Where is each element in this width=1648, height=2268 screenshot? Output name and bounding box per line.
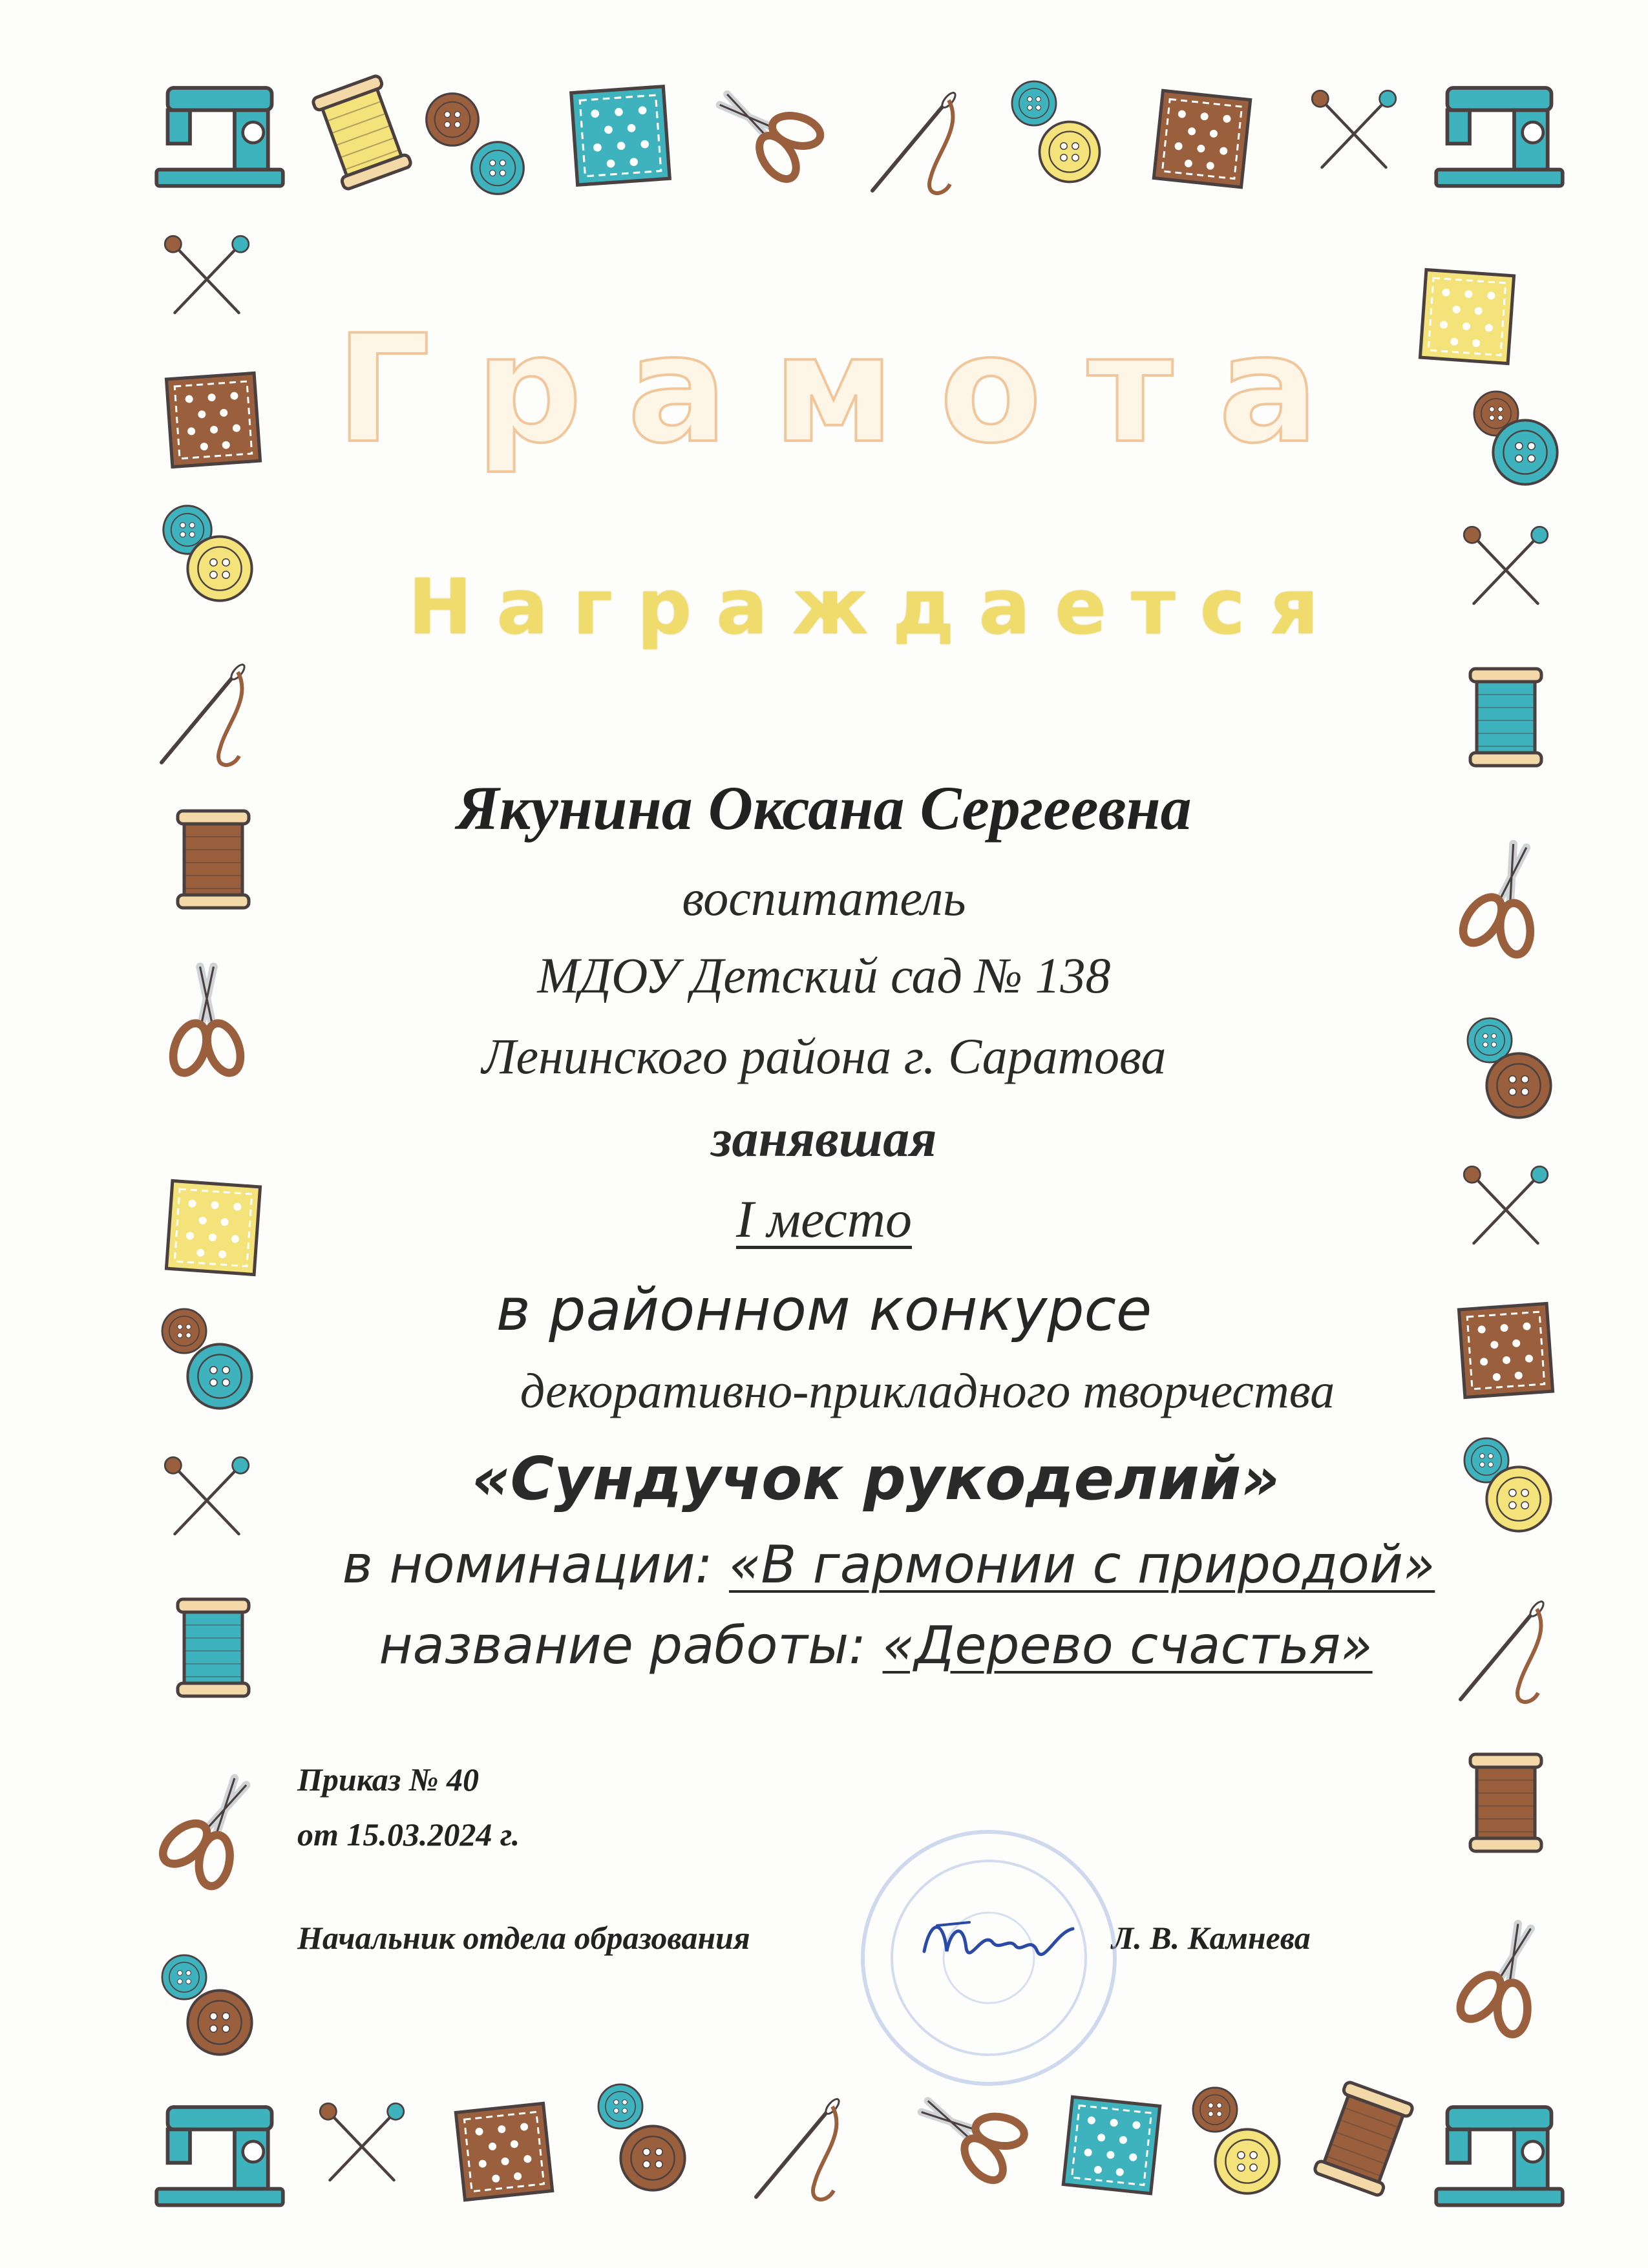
- sewing-machine-icon: [156, 88, 283, 186]
- place-line: [0, 1189, 1648, 1250]
- fabric-patch-icon: [1063, 2097, 1159, 2193]
- organization-line-1: МДОУ Детский сад № 138: [537, 947, 1111, 1003]
- button-icon: [1193, 2088, 1237, 2132]
- button-icon: [598, 2084, 642, 2128]
- button-icon: [1012, 81, 1056, 125]
- organization-line-2: Ленинского района г. Саратова: [481, 1028, 1167, 1084]
- fabric-patch-icon: [571, 87, 670, 185]
- contest-line-1: в районном конкурсе: [496, 1276, 1152, 1344]
- button-icon: [427, 94, 479, 146]
- order-date: от 15.03.2024 г.: [297, 1816, 520, 1853]
- button-icon: [620, 2126, 684, 2190]
- button-icon: [472, 142, 524, 194]
- button-icon: [187, 1990, 251, 2054]
- nomination-line: [0, 1535, 1648, 1595]
- work-line: [0, 1615, 1648, 1675]
- sewing-machine-icon: [156, 2107, 283, 2205]
- work-value: «Дерево счастья»: [882, 1615, 1373, 1675]
- button-icon: [1215, 2129, 1279, 2193]
- nomination-label: в номинации:: [342, 1535, 713, 1595]
- pins-icon: [165, 236, 249, 313]
- spool-icon: [1470, 669, 1541, 766]
- place-value: I место: [735, 1190, 913, 1248]
- recipient-name: Якунина Оксана Сергеевна: [456, 773, 1192, 843]
- spool-icon: [1314, 2081, 1414, 2197]
- needle-thread-icon: [162, 662, 247, 765]
- taken-label: занявшая: [711, 1109, 937, 1168]
- contest-line-2: декоративно-прикладного творчества: [520, 1364, 1335, 1418]
- order-number: Приказ № 40: [297, 1761, 480, 1798]
- button-icon: [162, 1955, 206, 1999]
- needle-thread-icon: [872, 90, 958, 193]
- contest-name: «Сундучок рукоделий»: [471, 1444, 1280, 1513]
- fabric-patch-icon: [456, 2103, 552, 2200]
- recipient-position: воспитатель: [682, 870, 966, 926]
- needle-thread-icon: [756, 2097, 841, 2200]
- scissors-icon: [1449, 1913, 1561, 2044]
- scissors-icon: [151, 1761, 275, 1897]
- fabric-patch-icon: [1154, 90, 1250, 187]
- pins-icon: [1312, 90, 1396, 167]
- certificate-title: Грамота: [335, 304, 1364, 476]
- awarded-heading: Награждается: [408, 562, 1344, 651]
- head-name: Л. В. Камнева: [1112, 1920, 1311, 1956]
- pins-icon: [320, 2103, 404, 2180]
- sewing-machine-icon: [1436, 88, 1563, 186]
- spool-icon: [1470, 1754, 1541, 1851]
- head-title: Начальник отдела образования: [297, 1920, 750, 1956]
- nomination-value: «В гармонии с природой»: [728, 1535, 1435, 1595]
- scissors-icon: [702, 68, 832, 191]
- spool-icon: [312, 75, 412, 191]
- sewing-machine-icon: [1436, 2107, 1563, 2205]
- signature-icon: [918, 1906, 1086, 1977]
- work-label: название работы:: [379, 1615, 867, 1675]
- button-icon: [1040, 122, 1100, 182]
